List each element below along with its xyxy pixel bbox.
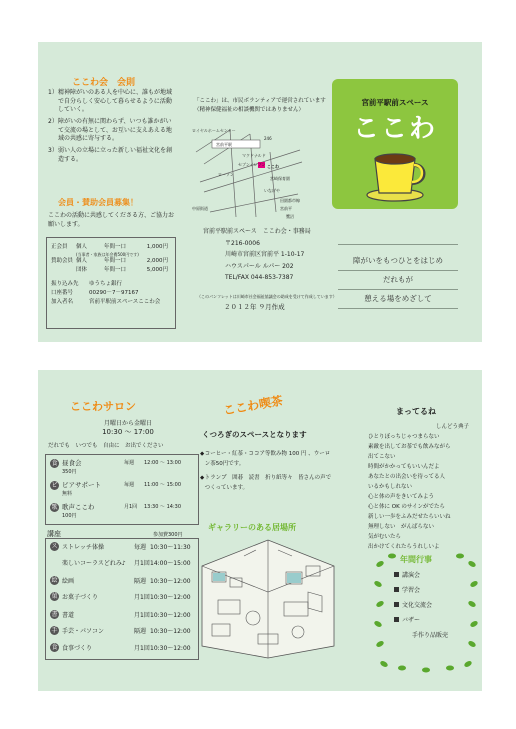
- singing-icon: 歌: [51, 504, 58, 511]
- lecture-row: ス ストレッチ体操 毎週 10:30～11:30: [51, 543, 191, 551]
- cafe-item: ◆ トランプ 囲碁 読書 折り紙等々 皆さんの声でつくっています。: [200, 475, 332, 491]
- salon-hours: 月曜日から金曜日 10:30 ～ 17:00: [102, 420, 154, 436]
- cafe-item: ◆ コーヒー・紅茶・ココア等飲み物 100 円 、ウーロン茶50円です。: [200, 451, 331, 467]
- map-label: 田園都市線: [280, 198, 300, 203]
- lecture-row: 絵 絵画 隔週 10:30～12:00: [51, 577, 191, 585]
- poem-body: [368, 432, 478, 552]
- map-label: セブンイレブン: [238, 162, 266, 167]
- poem-line: 素敵を出してお茶でも飲みながら: [368, 444, 451, 450]
- rules-item-2: 2） 障がいの有無に関わらず、いつも誰かがいて交流の場として、お互いに支えあえる地域の共感に寄与する。: [48, 118, 172, 143]
- poem-line: 気がむいたら: [368, 534, 402, 540]
- lecture-row: 手 手芸・パソコン 隔週 10:30～12:00: [51, 627, 191, 635]
- map-label-kokowa: ここわ: [267, 164, 279, 169]
- membership-title: 会員・賛助会員募集！: [58, 198, 138, 207]
- lecture-row: 書 書道 月1回 10:30～12:00: [51, 611, 191, 619]
- cafe-subtitle: くつろぎのスペースとなります: [202, 430, 307, 439]
- poem-author: しんどう典子: [436, 424, 470, 430]
- poem-line: いるかもしれない: [368, 484, 413, 490]
- lecture-box: [45, 538, 199, 660]
- map-label: 宮前平駅: [216, 142, 232, 147]
- cafe-title: ここわ喫茶: [222, 393, 284, 418]
- rules-item-3: 3） 弱い人の立場に立った新しい福祉文化を創造する。: [48, 147, 173, 163]
- gallery-title: ギャラリーのある居場所: [208, 523, 296, 532]
- membership-intro: ここわの活動に共感してくださる方、ご協力お願いします。: [48, 212, 175, 228]
- salon-freeline: だれでも いつでも 自由に お出でください: [48, 443, 164, 449]
- annual-list: [394, 570, 474, 645]
- poem-line: あなたとの出会いを待ってる人: [368, 474, 446, 480]
- poem-line: ひとりぼっちじゃつまらない: [368, 434, 440, 440]
- logo-title: ここわ: [352, 114, 437, 144]
- annual-item: 文化交流会: [394, 600, 474, 609]
- peer-support-icon: ピ: [51, 482, 58, 489]
- annual-item: 講演会: [394, 570, 474, 579]
- poem-line: 心と体の声をきいてみよう: [368, 494, 435, 500]
- lecture-row: 楽しいコーラスどれみ♪ 月1回 14:00～15:00: [62, 560, 191, 567]
- access-map: [190, 122, 308, 222]
- map-label: 246: [264, 136, 272, 141]
- program-list: [50, 459, 194, 525]
- lecture-fee: 参加費300円: [153, 532, 183, 538]
- map-label: ロイヤルホームセンター: [192, 128, 236, 133]
- salon-title: ここわサロン: [70, 400, 136, 413]
- membership-table: [51, 243, 171, 307]
- lecture-row: 菓 お菓子づくり 月1回 10:30～12:00: [51, 593, 191, 601]
- lecture-row: 食 食事づくり 月1回 10:30～12:00: [51, 644, 191, 652]
- coffee-cup-icon: [365, 149, 429, 203]
- org-name: 宮前平駅前スペース ここわ会・事務局: [203, 228, 311, 235]
- annual-title: 年間行事: [400, 555, 432, 564]
- holder-row: 加入者名 宮前平駅前スペースここわ会: [51, 299, 161, 305]
- created-date: ２０１２年 ９月作成: [224, 303, 285, 311]
- bank-row: 振り込み先 ゆうちょ銀行: [51, 281, 123, 287]
- map-label: 宮崎保育園: [270, 176, 290, 181]
- poem-line: 出てこない: [368, 454, 396, 460]
- lunch-icon: 食: [51, 460, 58, 467]
- membership-row: 正会員 個人 年間一口 1,000円: [51, 244, 168, 250]
- annual-item: 学習会: [394, 585, 474, 594]
- poem-title: まってるね: [396, 407, 436, 416]
- annual-item: バザー: [394, 615, 474, 624]
- top-panel: [38, 42, 482, 342]
- salon-programs-box: [45, 454, 199, 525]
- address-line2: ハウスパール ルパー 202: [225, 262, 294, 270]
- annual-item: 手作り品販売: [412, 632, 449, 639]
- divider: [338, 244, 458, 245]
- lecture-title: 講座: [47, 530, 61, 538]
- tagline: 障がいをもつひとをはじめ だれもが 憩える場をめざして: [338, 252, 458, 309]
- bottom-panel: [38, 370, 482, 691]
- rules-item-1: 1） 精神障がいのある人を中心に、誰もが地域で自分らしく安心して暮らせるように活動していく。: [48, 89, 173, 114]
- gallery-illustration: [198, 536, 338, 660]
- logo-card: [332, 79, 458, 209]
- program-item: ピ ピアサポート 無料 毎週 11:00 ～ 15:00: [51, 481, 181, 497]
- map-label: 中原街道: [192, 206, 208, 211]
- account-row: 口座番号 00290－7－97167: [51, 290, 139, 296]
- map-label: マクドナルド: [242, 153, 266, 158]
- logo-subtitle: 宮前平駅前スペース: [361, 98, 429, 107]
- poem-line: 心と体に OK のサインがでたら: [368, 504, 446, 510]
- map-label: いなげや: [264, 188, 280, 193]
- poem-line: 無理しない がんばらない: [368, 524, 435, 530]
- map-label: 鷺沼: [286, 214, 294, 219]
- poem-line: 出かけてくれたらうれしいよ: [368, 544, 440, 550]
- rules-list: [48, 89, 174, 168]
- program-item: 食 昼食会 350円 毎週 12:00 ～ 13:00: [51, 459, 181, 475]
- map-label: 宮前平: [280, 206, 292, 211]
- tel: TEL/FAX 044-853-7387: [225, 274, 294, 281]
- membership-box: [46, 237, 176, 329]
- poem-line: 時間がかかってもいいんだよ: [368, 464, 440, 470]
- membership-row: 賛助会員 個人 年間一口 2,000円: [51, 258, 168, 264]
- membership-row: 団体 年間一口 5,000円: [76, 267, 168, 273]
- zip: 〒216-0006: [225, 239, 260, 247]
- map-label: ローソン: [218, 172, 234, 177]
- cafe-items: [200, 449, 335, 493]
- rules-title: ここわ会 会則: [72, 78, 136, 88]
- program-item: 歌 歌声ここわ 100円 月1回 13:30 ～ 14:30: [51, 503, 181, 519]
- address-block: [203, 226, 311, 284]
- footnote: （このパンフレットは川崎市社会福祉協議会の助成を受けて作成しています）: [197, 294, 337, 299]
- poem-line: 新しい一歩をふみだせたらいいね: [368, 514, 451, 520]
- address-line1: 川崎市宮前区宮前平 1-10-17: [225, 251, 305, 258]
- volunteer-notice: 「ここわ」は、市民ボランティアで運営されています （精神保健福祉の相談機関ではありません）: [194, 98, 326, 113]
- membership-note: (当事者・家族は年会費500円です): [76, 252, 139, 257]
